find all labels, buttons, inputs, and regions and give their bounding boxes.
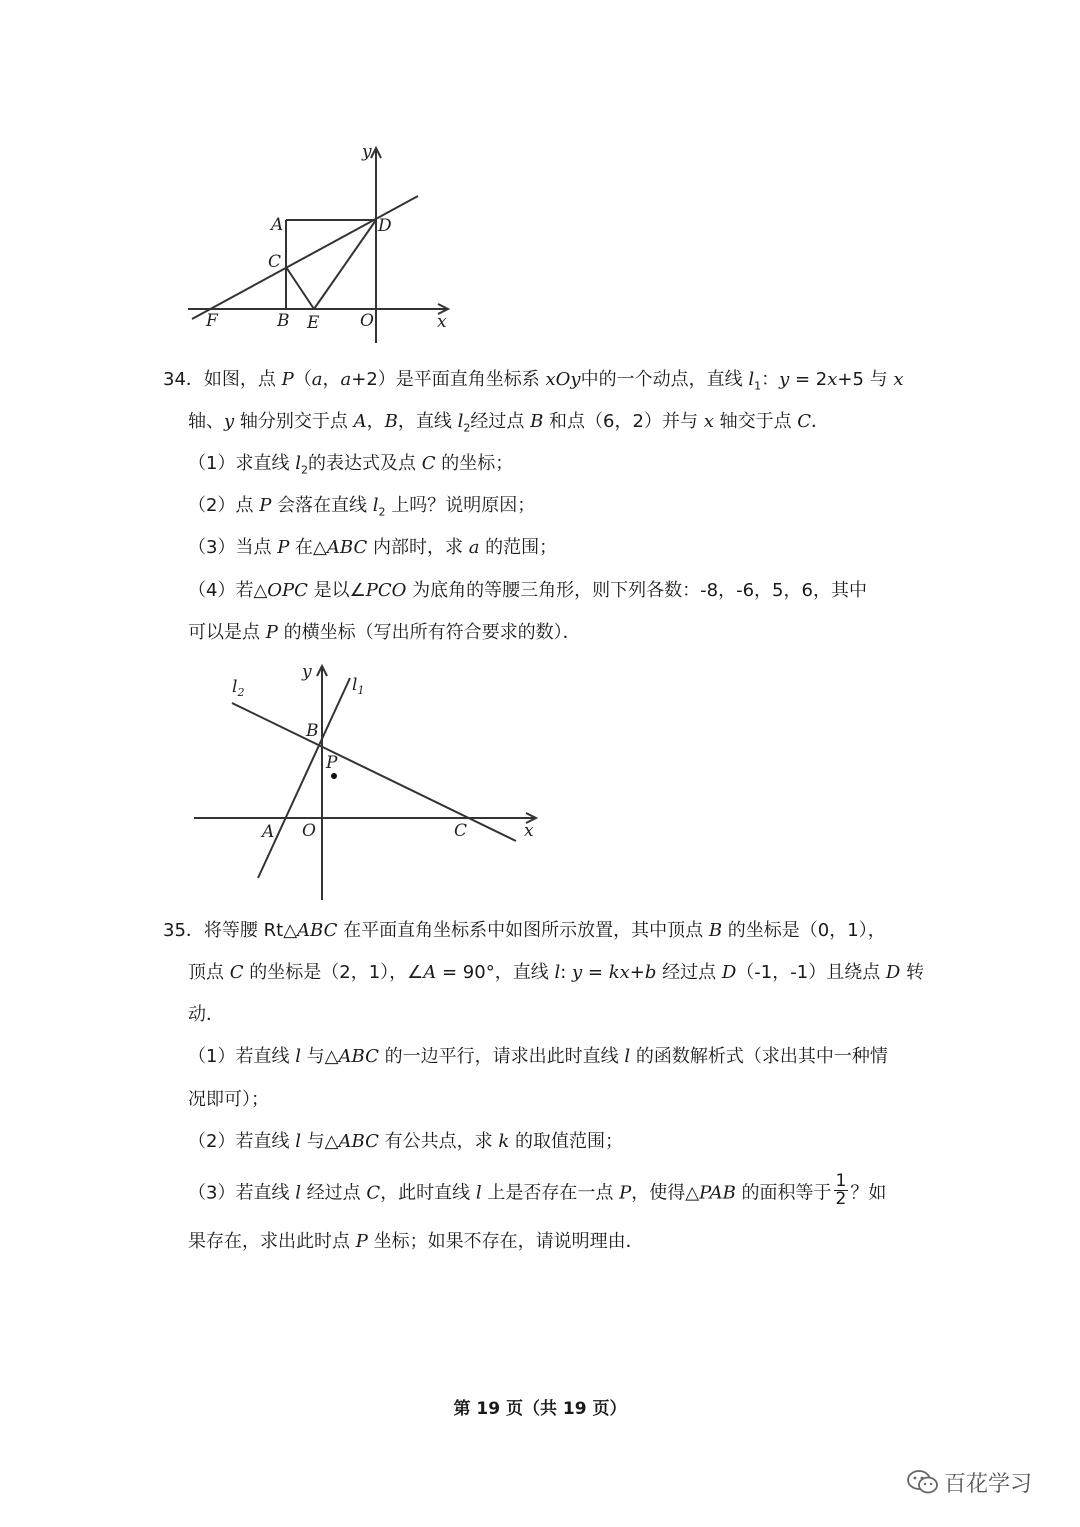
q35-part1-line1: （1）若直线 l 与△ABC 的一边平行，请求出此时直线 l 的函数解析式（求出其中一种情 [188, 1046, 888, 1067]
label-B: B [306, 721, 319, 741]
label-P: P [326, 753, 338, 773]
line-FD [192, 196, 418, 319]
q34-part3: （3）当点 P 在△ABC 内部时，求 a 的范围； [188, 537, 558, 558]
label-A: A [271, 215, 284, 235]
label-x: x [524, 821, 534, 841]
q35-part3-line1: （3）若直线 l 经过点 C，此时直线 l 上是否存在一点 P，使得△PAB 的面积等于 $\frac{1}{2}$ ？如 [188, 1171, 887, 1209]
watermark [906, 1462, 1032, 1502]
q35-part3-line2: 果存在，求出此时点 P 坐标；如果不存在，请说明理由． [188, 1231, 644, 1252]
q35-number: 35． [163, 920, 204, 941]
q34-stem-line2: 轴、y 轴分别交于点 A，B，直线 $l_2$经过点 B 和点（6，2）并与 x 轴交于点 C． [188, 411, 830, 435]
q34-part4-line2: 可以是点 P 的横坐标（写出所有符合要求的数）． [188, 622, 581, 643]
q34-number: 34． [163, 369, 204, 390]
label-C: C [454, 821, 468, 841]
label-O: O [302, 821, 316, 841]
label-D: D [378, 216, 392, 236]
label-B: B [277, 311, 290, 331]
q34-stem-line1: 34．如图，点 P（a，a+2）是平面直角坐标系 xOy中的一个动点，直线 $l_1$：y = 2x+5 与 x [163, 369, 904, 393]
q35-line3: 动． [188, 1004, 224, 1025]
label-x: x [437, 312, 447, 332]
label-A: A [262, 822, 275, 842]
q35-line2: 顶点 C 的坐标是（2，1），∠A = 90°，直线 l: y = kx+b 经过点 D（-1，-1）且绕点 D 转 [188, 962, 925, 983]
line-l2 [232, 703, 516, 841]
label-O: O [360, 311, 374, 331]
point-P [331, 773, 337, 779]
page-footer: 第 19 页（共 19 页） [453, 1399, 627, 1419]
wechat-icon [906, 1468, 940, 1496]
q35-line1: 35．将等腰 Rt△ABC 在平面直角坐标系中如图所示放置，其中顶点 B 的坐标是（0，1）， [163, 920, 886, 941]
segment-CE [286, 267, 314, 309]
label-l1: $l_1$ [352, 675, 365, 697]
q34-part4-line1: （4）若△OPC 是以∠PCO 为底角的等腰三角形，则下列各数：-8，-6，5，6，其中 [188, 580, 867, 601]
label-l2: $l_2$ [232, 677, 245, 699]
watermark-text: 百花学习 [944, 1471, 1033, 1497]
label-y: y [302, 662, 312, 682]
label-F: F [206, 311, 218, 331]
q34-part1: （1）求直线 $l_2$的表达式及点 C 的坐标； [188, 453, 514, 477]
label-E: E [307, 313, 320, 333]
label-C: C [268, 252, 282, 272]
q34-part2: （2）点 P 会落在直线 $l_2$ 上吗？说明原因； [188, 495, 536, 519]
segment-ED [314, 220, 376, 309]
fraction-one-half: $\frac{1}{2}$ [835, 1171, 847, 1209]
q35-part2: （2）若直线 l 与△ABC 有公共点，求 k 的取值范围； [188, 1131, 623, 1152]
figure-q33 [185, 140, 455, 345]
figure-q34 [190, 660, 550, 905]
label-y: y [362, 142, 372, 162]
q35-part1-line2: 况即可）； [188, 1089, 269, 1110]
